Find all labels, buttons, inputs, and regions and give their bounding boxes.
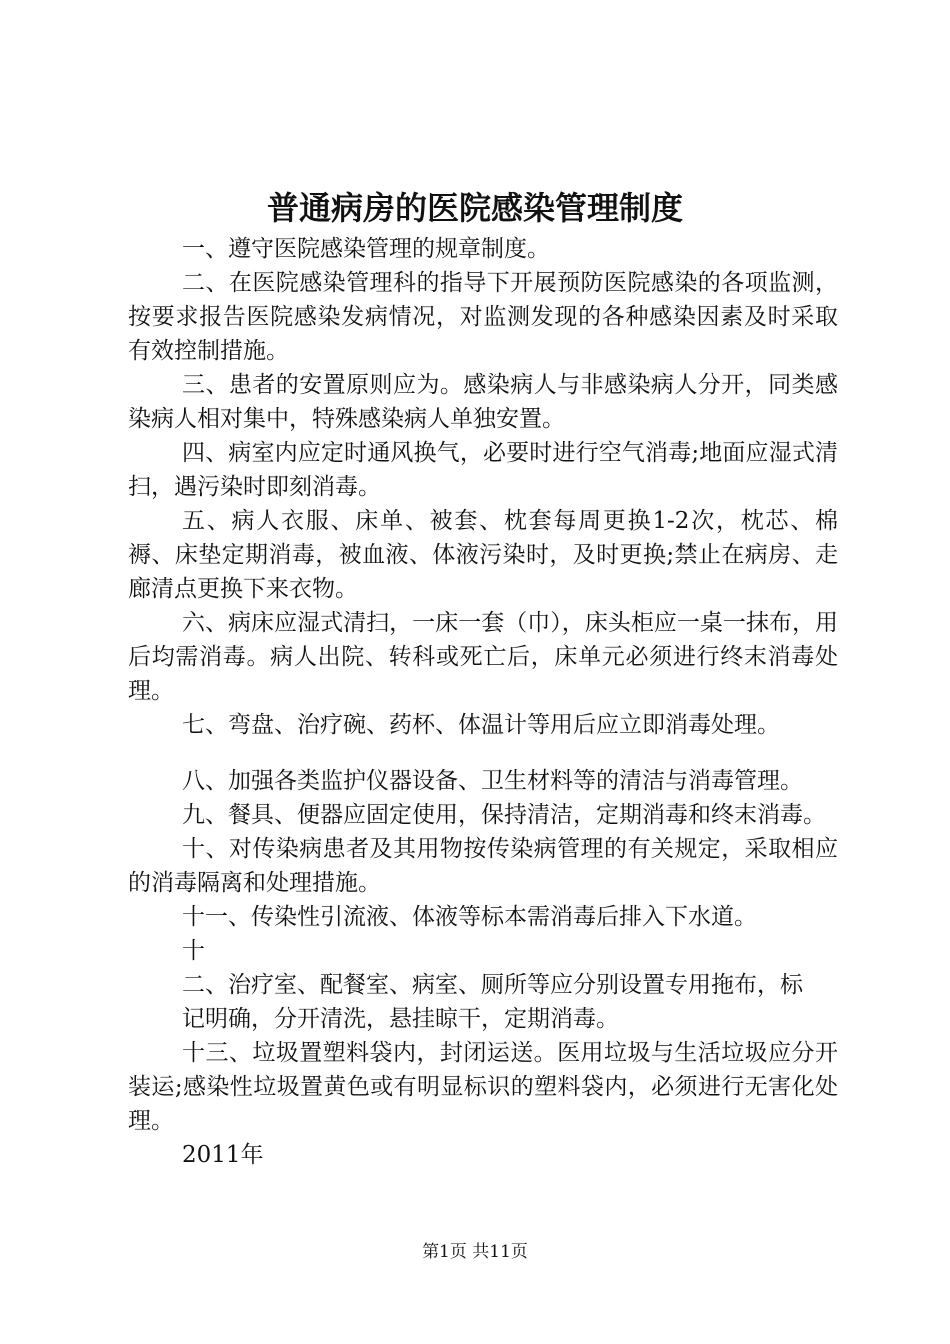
paragraph-1: 一、遵守医院感染管理的规章制度。 — [182, 236, 550, 262]
paragraph-11: 十一、传染性引流液、体液等标本需消毒后排入下水道。 — [182, 904, 757, 930]
paragraph-5: 五、病人衣服、床单、被套、枕套每周更换1-2次，枕芯、棉褥、床垫定期消毒，被血液、体液污染时，及时更换;禁止在病房、走廊清点更换下来衣物。 — [128, 508, 838, 602]
paragraph-gap — [128, 742, 838, 764]
document-body — [128, 232, 838, 1172]
paragraph-9: 九、餐具、便器应固定使用，保持清洁，定期消毒和终末消毒。 — [182, 802, 826, 828]
paragraph-7: 七、弯盘、治疗碗、药杯、体温计等用后应立即消毒处理。 — [182, 712, 780, 738]
paragraph-12b: 二、治疗室、配餐室、病室、厕所等应分别设置专用拖布，标 — [182, 972, 803, 998]
document-title: 普通病房的医院感染管理制度 — [266, 189, 683, 227]
paragraph-12a: 十 — [182, 938, 205, 964]
paragraph-6: 六、病床应湿式清扫，一床一套（巾），床头柜应一桌一抹布，用后均需消毒。病人出院、转科或死亡后，床单元必须进行终末消毒处理。 — [128, 610, 838, 704]
paragraph-13: 十三、垃圾置塑料袋内，封闭运送。医用垃圾与生活垃圾应分开装运;感染性垃圾置黄色或有明显标识的塑料袋内，必须进行无害化处理。 — [128, 1040, 838, 1134]
paragraph-2: 二、在医院感染管理科的指导下开展预防医院感染的各项监测，按要求报告医院感染发病情况，对监测发现的各种感染因素及时采取有效控制措施。 — [128, 270, 838, 364]
paragraph-8: 八、加强各类监护仪器设备、卫生材料等的清洁与消毒管理。 — [182, 768, 803, 794]
paragraph-3: 三、患者的安置原则应为。感染病人与非感染病人分开，同类感染病人相对集中，特殊感染病人单独安置。 — [128, 372, 838, 432]
paragraph-4: 四、病室内应定时通风换气，必要时进行空气消毒;地面应湿式清扫，遇污染时即刻消毒。 — [128, 440, 838, 500]
date-line: 2011年 — [182, 1142, 264, 1168]
paragraph-10: 十、对传染病患者及其用物按传染病管理的有关规定，采取相应的消毒隔离和处理措施。 — [128, 836, 838, 896]
paragraph-12c: 记明确，分开清洗，悬挂晾干，定期消毒。 — [182, 1006, 619, 1032]
page-footer: 第1页 共11页 — [422, 1242, 528, 1262]
